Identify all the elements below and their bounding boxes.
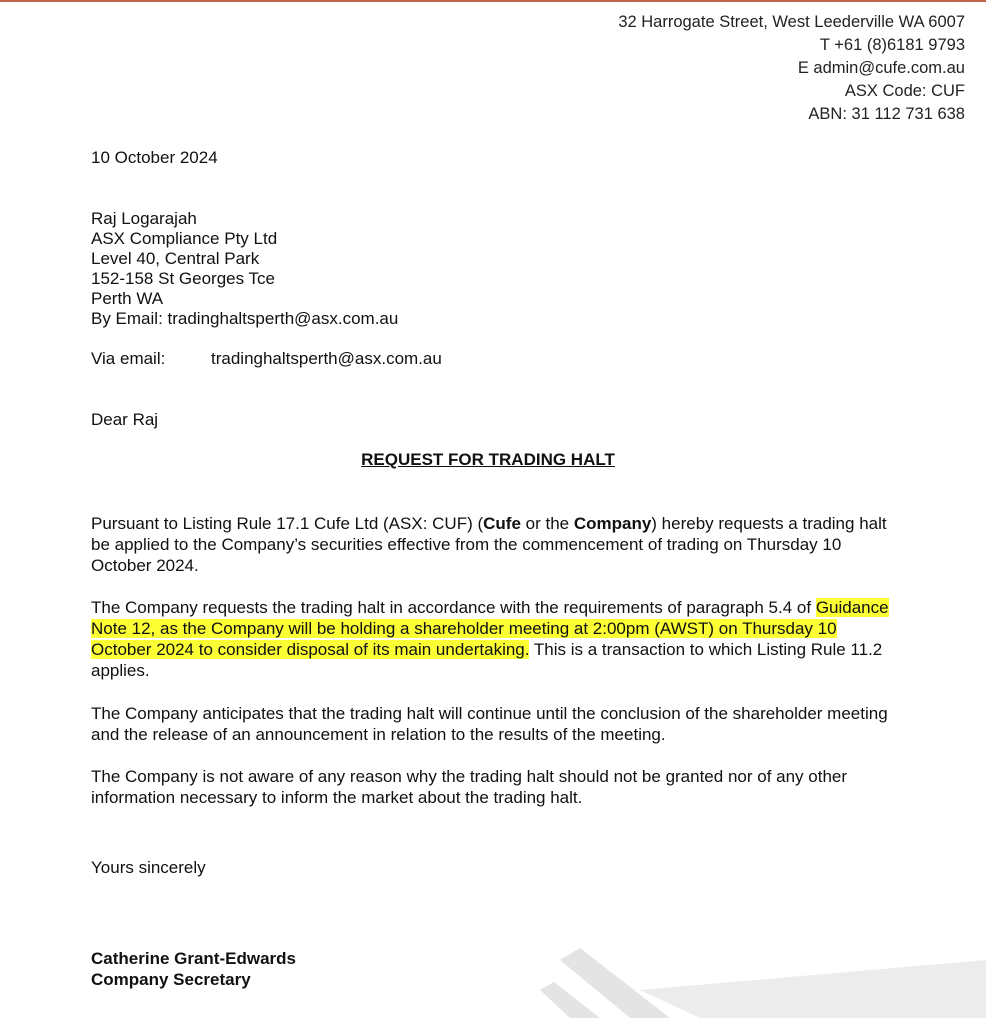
watermark-band <box>640 960 986 1018</box>
via-email-address: tradinghaltsperth@asx.com.au <box>211 349 442 368</box>
via-email-line <box>91 349 442 370</box>
recipient-address <box>91 209 398 329</box>
p1-text-a: Pursuant to Listing Rule 17.1 Cufe Ltd (ASX: CUF) ( <box>91 514 484 533</box>
signatory-name: Catherine Grant-Edwards <box>91 949 296 968</box>
recipient-name: Raj Logarajah <box>91 209 197 228</box>
recipient-line2: 152-158 St Georges Tce <box>91 269 275 288</box>
company-phone: T +61 (8)6181 9793 <box>819 36 965 54</box>
paragraph-1 <box>91 513 891 576</box>
p1-text-e: ) hereby requests a trading halt be applied to the Company’s securities effective from the commencement of trading on Thursday 10 October 2024. <box>91 514 887 575</box>
abn: ABN: 31 112 731 638 <box>808 105 965 123</box>
recipient-line1: Level 40, Central Park <box>91 249 260 268</box>
p2-highlighted-text: Guidance Note 12, as the Company will be holding a shareholder meeting at 2:00pm (AWST) on Thursday 10 October 2024 to consider disposal of its main undertaking. <box>91 598 889 659</box>
letter-date: 10 October 2024 <box>91 148 218 167</box>
p1-text-c: or the <box>520 514 574 533</box>
p1-bold-company: Company <box>573 514 652 533</box>
watermark-stripe-2 <box>540 982 600 1018</box>
company-email: E admin@cufe.com.au <box>797 59 965 77</box>
logo-watermark <box>540 930 986 1018</box>
signature-block <box>91 948 296 990</box>
company-address: 32 Harrogate Street, West Leederville WA 6007 <box>618 13 965 31</box>
paragraph-2 <box>91 597 891 681</box>
closing: Yours sincerely <box>91 858 206 877</box>
signatory-title: Company Secretary <box>91 970 251 989</box>
letterhead-contact <box>618 11 965 126</box>
salutation: Dear Raj <box>91 410 159 429</box>
recipient-city: Perth WA <box>91 289 164 308</box>
paragraph-3: The Company anticipates that the trading halt will continue until the conclusion of the shareholder meeting and the release of an announcement in relation to the results of the meeting. <box>91 704 888 744</box>
letter-subject: REQUEST FOR TRADING HALT <box>361 450 615 469</box>
recipient-email: By Email: tradinghaltsperth@asx.com.au <box>91 309 399 328</box>
via-label: Via email: <box>91 349 166 368</box>
p2-text-c: This is a transaction to which Listing Rule 11.2 applies. <box>91 640 883 680</box>
recipient-company: ASX Compliance Pty Ltd <box>91 229 278 248</box>
p2-text-a: The Company requests the trading halt in accordance with the requirements of paragraph 5.4 of <box>91 598 816 617</box>
paragraph-4: The Company is not aware of any reason why the trading halt should not be granted nor of any other information necessary to inform the market about the trading halt. <box>91 767 848 807</box>
top-rule <box>0 0 986 2</box>
asx-code: ASX Code: CUF <box>844 82 965 100</box>
p1-bold-cufe: Cufe <box>483 514 521 533</box>
